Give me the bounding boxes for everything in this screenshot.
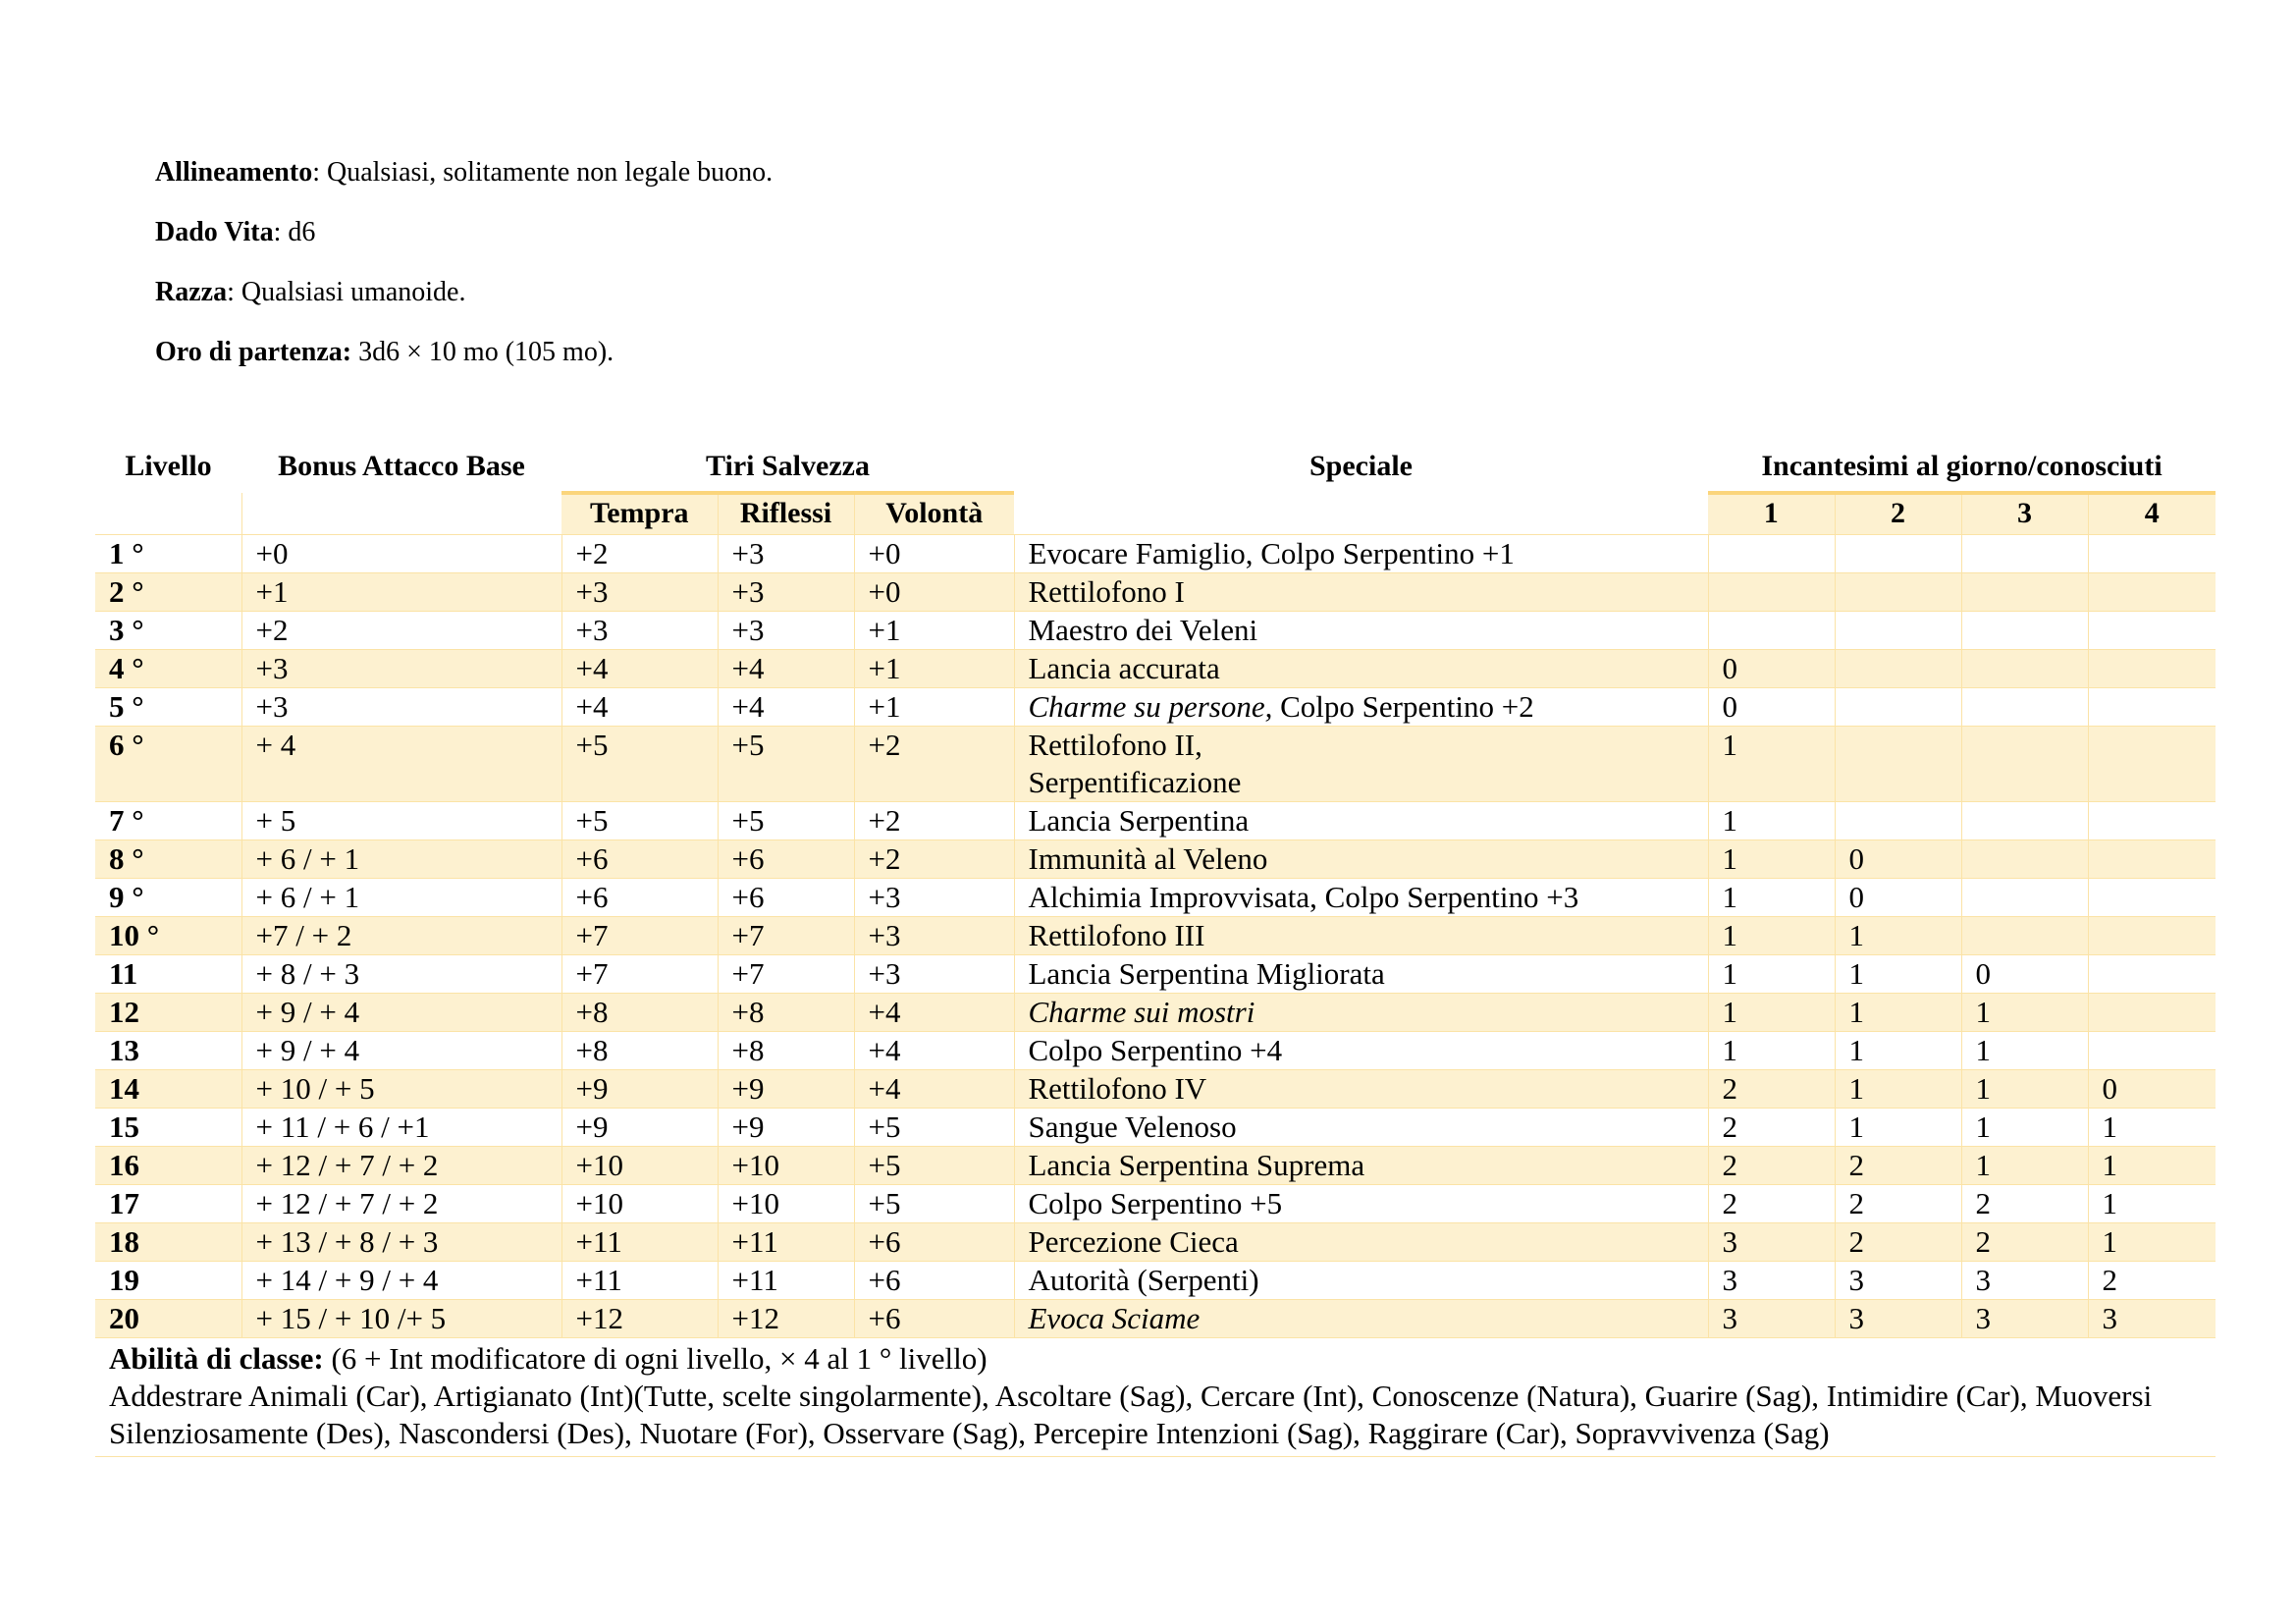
fortitude-cell: +3 [561, 612, 718, 650]
spell-3-cell: 1 [1961, 1109, 2088, 1147]
spell-1-cell: 1 [1708, 840, 1835, 879]
level-cell: 20 [95, 1300, 241, 1338]
header-special: Speciale [1309, 450, 1413, 482]
spell-3-cell: 0 [1961, 955, 2088, 994]
special-text: Alchimia Improvvisata, Colpo Serpentino +3 [1028, 880, 1579, 914]
info-value: 3d6 × 10 mo (105 mo). [351, 337, 614, 367]
spell-2-cell: 0 [1835, 879, 1961, 917]
spell-1-cell: 3 [1708, 1262, 1835, 1300]
special-cell [1014, 955, 1708, 994]
spell-1-cell: 1 [1708, 879, 1835, 917]
bab-cell: + 15 / + 10 /+ 5 [241, 1300, 561, 1338]
spell-3-cell [1961, 573, 2088, 612]
level-cell: 6 ° [95, 727, 241, 802]
will-cell: +4 [854, 1070, 1014, 1109]
spell-2-cell: 1 [1835, 1032, 1961, 1070]
spell-1-cell: 1 [1708, 917, 1835, 955]
will-cell: +1 [854, 612, 1014, 650]
info-value: Qualsiasi, solitamente non legale buono. [320, 157, 774, 188]
info-alignment: Allineamento: Qualsiasi, solitamente non legale buono. [155, 157, 774, 188]
special-text: Colpo Serpentino +4 [1028, 1033, 1283, 1067]
level-cell: 18 [95, 1223, 241, 1262]
special-text: Evocare Famiglio, Colpo Serpentino +1 [1028, 536, 1515, 570]
level-cell: 14 [95, 1070, 241, 1109]
special-cell [1014, 917, 1708, 955]
spell-3-cell: 2 [1961, 1223, 2088, 1262]
special-text: Rettilofono I [1028, 574, 1185, 609]
table-row [95, 535, 2216, 573]
info-race: Razza: Qualsiasi umanoide. [155, 277, 466, 307]
spell-1-cell [1708, 573, 1835, 612]
bab-cell: +7 / + 2 [241, 917, 561, 955]
header-spells-per-day: Incantesimi al giorno/conosciuti [1761, 450, 2163, 482]
fortitude-cell: +6 [561, 840, 718, 879]
special-text: Colpo Serpentino +5 [1028, 1186, 1283, 1220]
special-text: Percezione Cieca [1028, 1224, 1239, 1259]
bab-cell: +3 [241, 688, 561, 727]
will-cell: +5 [854, 1185, 1014, 1223]
special-cell [1014, 1185, 1708, 1223]
bab-cell: +1 [241, 573, 561, 612]
spell-1-cell [1708, 612, 1835, 650]
level-cell: 16 [95, 1147, 241, 1185]
reflex-cell: +4 [718, 688, 854, 727]
spell-4-cell [2088, 955, 2216, 994]
spell-3-cell [1961, 688, 2088, 727]
header-fortitude: Tempra [561, 493, 718, 535]
table-row [95, 1223, 2216, 1262]
spell-2-cell [1835, 688, 1961, 727]
fortitude-cell: +9 [561, 1070, 718, 1109]
will-cell: +5 [854, 1147, 1014, 1185]
table-row [95, 1109, 2216, 1147]
level-cell: 13 [95, 1032, 241, 1070]
info-value: Qualsiasi umanoide. [234, 277, 466, 307]
spell-2-cell: 1 [1835, 994, 1961, 1032]
spell-3-cell [1961, 612, 2088, 650]
spell-2-cell: 3 [1835, 1300, 1961, 1338]
level-cell: 8 ° [95, 840, 241, 879]
special-text-line2: Serpentificazione [1028, 765, 1242, 799]
spell-3-cell [1961, 650, 2088, 688]
special-cell [1014, 879, 1708, 917]
special-italic-text: Charme su persone, [1028, 689, 1273, 724]
spell-1-cell: 1 [1708, 802, 1835, 840]
fortitude-cell: +9 [561, 1109, 718, 1147]
fortitude-cell: +11 [561, 1262, 718, 1300]
table-row [95, 1032, 2216, 1070]
special-cell [1014, 802, 1708, 840]
spell-2-cell [1835, 727, 1961, 802]
reflex-cell: +11 [718, 1262, 854, 1300]
will-cell: +6 [854, 1262, 1014, 1300]
fortitude-cell: +5 [561, 802, 718, 840]
spell-4-cell: 1 [2088, 1223, 2216, 1262]
table-row [95, 955, 2216, 994]
will-cell: +3 [854, 955, 1014, 994]
table-row [95, 1262, 2216, 1300]
spell-1-cell: 2 [1708, 1185, 1835, 1223]
spell-3-cell [1961, 840, 2088, 879]
bab-cell: + 13 / + 8 / + 3 [241, 1223, 561, 1262]
info-hit-die: Dado Vita: d6 [155, 217, 316, 247]
special-text: Lancia Serpentina Suprema [1028, 1148, 1365, 1182]
spell-2-cell [1835, 612, 1961, 650]
fortitude-cell: +3 [561, 573, 718, 612]
spell-3-cell: 1 [1961, 1070, 2088, 1109]
special-cell [1014, 573, 1708, 612]
fortitude-cell: +6 [561, 879, 718, 917]
special-text: Autorità (Serpenti) [1028, 1263, 1259, 1297]
reflex-cell: +9 [718, 1070, 854, 1109]
table-row [95, 1070, 2216, 1109]
reflex-cell: +7 [718, 955, 854, 994]
level-cell: 9 ° [95, 879, 241, 917]
level-cell: 19 [95, 1262, 241, 1300]
info-starting-gold [155, 336, 614, 369]
spell-1-cell: 2 [1708, 1070, 1835, 1109]
special-text: Rettilofono III [1028, 918, 1205, 952]
info-label: Allineamento [155, 157, 313, 188]
spell-3-cell [1961, 879, 2088, 917]
special-italic-text: Charme sui mostri [1028, 995, 1255, 1029]
will-cell: +2 [854, 840, 1014, 879]
spell-3-cell [1961, 917, 2088, 955]
spell-4-cell [2088, 688, 2216, 727]
will-cell: +6 [854, 1300, 1014, 1338]
spell-4-cell [2088, 612, 2216, 650]
fortitude-cell: +7 [561, 917, 718, 955]
special-cell [1014, 994, 1708, 1032]
spell-4-cell [2088, 650, 2216, 688]
spell-2-cell [1835, 802, 1961, 840]
class-skills-list: Addestrare Animali (Car), Artigianato (Int)(Tutte, scelte singolarmente), Ascoltare (Sag), Cercare (Int), Conoscenze (Natura), Guarire (Sag), Intimidire (Car), Muoversi Silenziosamente (Des), Nascondersi (Des), Nuotare (For), Osservare (Sag), Percepire Intenzioni (Sag), Raggirare (Car), Sopravvivenza (Sag) [109, 1379, 2153, 1450]
spell-2-cell [1835, 573, 1961, 612]
info-label: Dado Vita [155, 217, 274, 247]
reflex-cell: +3 [718, 573, 854, 612]
bab-cell: + 5 [241, 802, 561, 840]
class-skills-row [95, 1338, 2216, 1457]
level-cell: 17 [95, 1185, 241, 1223]
special-text: Immunità al Veleno [1028, 841, 1268, 876]
special-cell [1014, 1223, 1708, 1262]
spell-4-cell [2088, 994, 2216, 1032]
will-cell: +4 [854, 1032, 1014, 1070]
will-cell: +3 [854, 917, 1014, 955]
spell-4-cell: 0 [2088, 1070, 2216, 1109]
table-subheader-row [95, 493, 2216, 535]
will-cell: +2 [854, 727, 1014, 802]
class-skills-title: Abilità di classe: [109, 1341, 324, 1376]
special-cell [1014, 1300, 1708, 1338]
special-italic-text: Evoca Sciame [1028, 1301, 1201, 1335]
spell-2-cell: 1 [1835, 917, 1961, 955]
info-value: d6 [281, 217, 316, 247]
spell-1-cell [1708, 535, 1835, 573]
spell-4-cell: 1 [2088, 1185, 2216, 1223]
level-cell: 11 [95, 955, 241, 994]
header-spell-level-2: 2 [1835, 493, 1961, 535]
bab-cell: +0 [241, 535, 561, 573]
special-cell [1014, 688, 1708, 727]
will-cell: +2 [854, 802, 1014, 840]
special-text: Maestro dei Veleni [1028, 613, 1258, 647]
will-cell: +1 [854, 688, 1014, 727]
fortitude-cell: +10 [561, 1185, 718, 1223]
level-cell: 10 ° [95, 917, 241, 955]
reflex-cell: +6 [718, 879, 854, 917]
bab-cell: + 12 / + 7 / + 2 [241, 1147, 561, 1185]
reflex-cell: +9 [718, 1109, 854, 1147]
spell-4-cell: 2 [2088, 1262, 2216, 1300]
reflex-cell: +6 [718, 840, 854, 879]
spell-1-cell: 1 [1708, 955, 1835, 994]
special-text: Sangue Velenoso [1028, 1110, 1237, 1144]
table-body [95, 535, 2216, 1338]
spell-4-cell [2088, 535, 2216, 573]
fortitude-cell: +8 [561, 994, 718, 1032]
table-row [95, 1300, 2216, 1338]
special-cell [1014, 612, 1708, 650]
header-level: Livello [125, 450, 212, 482]
special-cell [1014, 840, 1708, 879]
will-cell: +4 [854, 994, 1014, 1032]
spell-2-cell: 3 [1835, 1262, 1961, 1300]
table-row [95, 802, 2216, 840]
header-reflex: Riflessi [718, 493, 854, 535]
reflex-cell: +8 [718, 994, 854, 1032]
spell-3-cell: 3 [1961, 1300, 2088, 1338]
spell-4-cell [2088, 917, 2216, 955]
spell-2-cell: 2 [1835, 1185, 1961, 1223]
table-row [95, 727, 2216, 802]
special-text: Lancia Serpentina [1028, 803, 1250, 838]
table-row [95, 879, 2216, 917]
spell-3-cell: 3 [1961, 1262, 2088, 1300]
reflex-cell: +5 [718, 727, 854, 802]
fortitude-cell: +7 [561, 955, 718, 994]
will-cell: +0 [854, 573, 1014, 612]
spell-3-cell [1961, 727, 2088, 802]
spell-1-cell: 0 [1708, 688, 1835, 727]
table-row [95, 840, 2216, 879]
reflex-cell: +3 [718, 612, 854, 650]
fortitude-cell: +8 [561, 1032, 718, 1070]
special-text: Lancia Serpentina Migliorata [1028, 956, 1385, 991]
reflex-cell: +12 [718, 1300, 854, 1338]
special-cell [1014, 650, 1708, 688]
bab-cell: + 4 [241, 727, 561, 802]
bab-cell: + 8 / + 3 [241, 955, 561, 994]
spell-3-cell: 1 [1961, 1032, 2088, 1070]
special-text: Colpo Serpentino +2 [1272, 689, 1534, 724]
will-cell: +6 [854, 1223, 1014, 1262]
special-text: Rettilofono IV [1028, 1071, 1207, 1106]
reflex-cell: +10 [718, 1185, 854, 1223]
info-label: Razza [155, 277, 228, 307]
spell-1-cell: 3 [1708, 1223, 1835, 1262]
spell-2-cell: 2 [1835, 1223, 1961, 1262]
fortitude-cell: +11 [561, 1223, 718, 1262]
spell-3-cell: 2 [1961, 1185, 2088, 1223]
info-label: Oro di partenza: [155, 337, 352, 367]
bab-cell: + 10 / + 5 [241, 1070, 561, 1109]
spell-1-cell: 1 [1708, 727, 1835, 802]
spell-4-cell: 3 [2088, 1300, 2216, 1338]
spell-4-cell [2088, 727, 2216, 802]
level-cell: 4 ° [95, 650, 241, 688]
table-row [95, 1185, 2216, 1223]
header-saving-throws: Tiri Salvezza [706, 450, 870, 482]
level-cell: 2 ° [95, 573, 241, 612]
spell-3-cell [1961, 535, 2088, 573]
spell-1-cell: 1 [1708, 994, 1835, 1032]
spell-2-cell [1835, 535, 1961, 573]
spell-4-cell [2088, 573, 2216, 612]
table-row [95, 688, 2216, 727]
spell-3-cell: 1 [1961, 1147, 2088, 1185]
special-text: Lancia accurata [1028, 651, 1220, 685]
bab-cell: + 11 / + 6 / +1 [241, 1109, 561, 1147]
reflex-cell: +8 [718, 1032, 854, 1070]
header-spell-level-1: 1 [1708, 493, 1835, 535]
class-progression-table [95, 448, 2216, 1457]
spell-4-cell: 1 [2088, 1147, 2216, 1185]
reflex-cell: +10 [718, 1147, 854, 1185]
special-cell [1014, 1070, 1708, 1109]
header-spell-level-4: 4 [2088, 493, 2216, 535]
level-cell: 12 [95, 994, 241, 1032]
spell-4-cell: 1 [2088, 1109, 2216, 1147]
table-row [95, 1147, 2216, 1185]
level-cell: 15 [95, 1109, 241, 1147]
table-row [95, 612, 2216, 650]
table-row [95, 650, 2216, 688]
fortitude-cell: +2 [561, 535, 718, 573]
fortitude-cell: +12 [561, 1300, 718, 1338]
fortitude-cell: +5 [561, 727, 718, 802]
reflex-cell: +3 [718, 535, 854, 573]
fortitude-cell: +4 [561, 688, 718, 727]
spell-2-cell: 1 [1835, 1070, 1961, 1109]
reflex-cell: +7 [718, 917, 854, 955]
level-cell: 7 ° [95, 802, 241, 840]
header-will: Volontà [854, 493, 1014, 535]
spell-4-cell [2088, 1032, 2216, 1070]
will-cell: +5 [854, 1109, 1014, 1147]
level-cell: 1 ° [95, 535, 241, 573]
special-cell [1014, 1109, 1708, 1147]
bab-cell: + 6 / + 1 [241, 879, 561, 917]
special-cell [1014, 1147, 1708, 1185]
spell-1-cell: 2 [1708, 1109, 1835, 1147]
spell-4-cell [2088, 802, 2216, 840]
header-base-attack-bonus: Bonus Attacco Base [278, 450, 525, 482]
level-cell: 5 ° [95, 688, 241, 727]
bab-cell: + 9 / + 4 [241, 1032, 561, 1070]
spell-2-cell: 0 [1835, 840, 1961, 879]
spell-4-cell [2088, 840, 2216, 879]
will-cell: +0 [854, 535, 1014, 573]
spell-2-cell [1835, 650, 1961, 688]
spell-3-cell [1961, 802, 2088, 840]
reflex-cell: +4 [718, 650, 854, 688]
spell-1-cell: 2 [1708, 1147, 1835, 1185]
will-cell: +1 [854, 650, 1014, 688]
reflex-cell: +11 [718, 1223, 854, 1262]
will-cell: +3 [854, 879, 1014, 917]
bab-cell: + 9 / + 4 [241, 994, 561, 1032]
spell-4-cell [2088, 879, 2216, 917]
spell-2-cell: 1 [1835, 1109, 1961, 1147]
bab-cell: + 12 / + 7 / + 2 [241, 1185, 561, 1223]
bab-cell: + 6 / + 1 [241, 840, 561, 879]
special-cell [1014, 535, 1708, 573]
fortitude-cell: +4 [561, 650, 718, 688]
special-text: Rettilofono II, [1028, 728, 1202, 762]
spell-2-cell: 2 [1835, 1147, 1961, 1185]
spell-1-cell: 1 [1708, 1032, 1835, 1070]
table-row [95, 917, 2216, 955]
header-spell-level-3: 3 [1961, 493, 2088, 535]
table-row [95, 994, 2216, 1032]
bab-cell: +2 [241, 612, 561, 650]
reflex-cell: +5 [718, 802, 854, 840]
spell-1-cell: 0 [1708, 650, 1835, 688]
table-header-row [95, 448, 2216, 493]
spell-3-cell: 1 [1961, 994, 2088, 1032]
spell-1-cell: 3 [1708, 1300, 1835, 1338]
bab-cell: +3 [241, 650, 561, 688]
bab-cell: + 14 / + 9 / + 4 [241, 1262, 561, 1300]
special-cell [1014, 1262, 1708, 1300]
class-skills-subtitle: (6 + Int modificatore di ogni livello, × 4 al 1 ° livello) [323, 1341, 988, 1376]
class-skills-cell [95, 1338, 2216, 1457]
special-cell [1014, 1032, 1708, 1070]
table-row [95, 573, 2216, 612]
spell-2-cell: 1 [1835, 955, 1961, 994]
level-cell: 3 ° [95, 612, 241, 650]
fortitude-cell: +10 [561, 1147, 718, 1185]
special-cell [1014, 727, 1708, 802]
